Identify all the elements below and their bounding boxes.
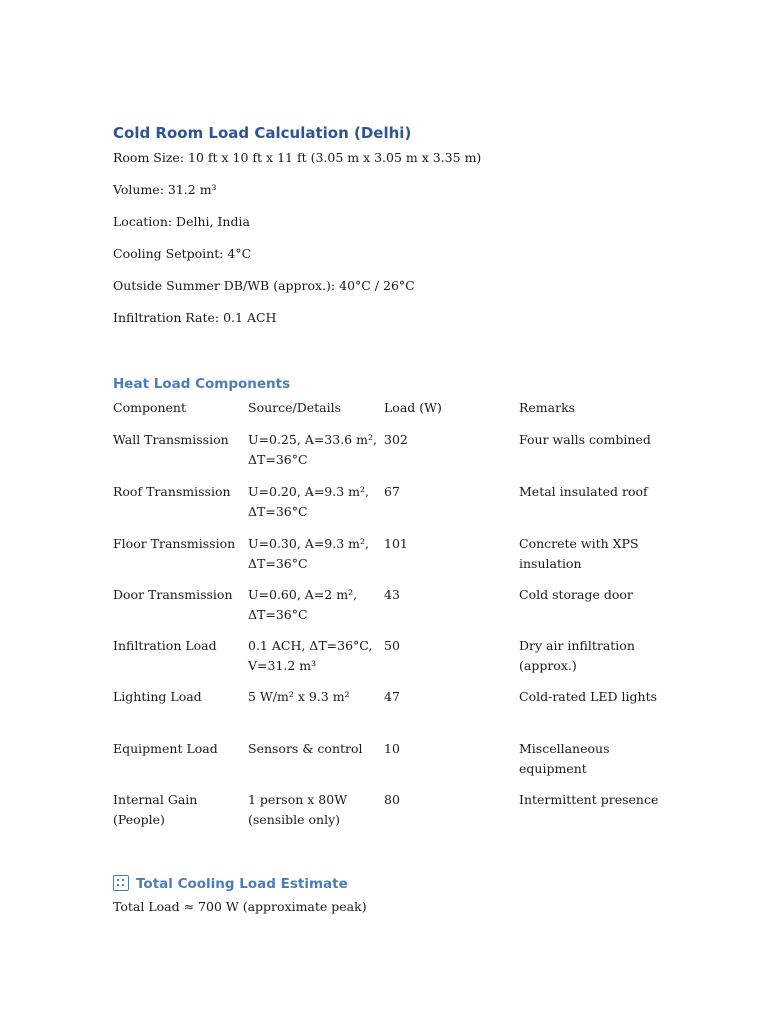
cell-remarks: Cold-rated LED lights <box>519 689 658 704</box>
page-title: Cold Room Load Calculation (Delhi) <box>113 124 412 142</box>
cell-details: 5 W/m² x 9.3 m² <box>248 689 350 704</box>
cell-details: U=0.20, A=9.3 m², ΔT=36°C <box>248 484 369 519</box>
cell-load: 80 <box>384 792 400 807</box>
detail-outside-conditions: Outside Summer DB/WB (approx.): 40°C / 26°C <box>113 278 415 293</box>
cell-remarks: Four walls combined <box>519 432 651 447</box>
cell-remarks: Intermittent presence <box>519 792 659 807</box>
cell-load: 43 <box>384 587 400 602</box>
cell-component: Equipment Load <box>113 741 218 756</box>
detail-setpoint: Cooling Setpoint: 4°C <box>113 246 252 261</box>
column-header: Load (W) <box>384 400 442 415</box>
detail-volume: Volume: 31.2 m³ <box>113 182 217 197</box>
cell-component: Internal Gain (People) <box>113 792 198 827</box>
section-heading-total <box>113 875 348 892</box>
cell-remarks: Dry air infiltration (approx.) <box>519 638 635 673</box>
table-row <box>113 585 673 625</box>
cell-details: 0.1 ACH, ΔT=36°C, V=31.2 m³ <box>248 638 373 673</box>
cell-component: Wall Transmission <box>113 432 229 447</box>
cell-component: Lighting Load <box>113 689 202 704</box>
cell-load: 67 <box>384 484 400 499</box>
table-row <box>113 430 673 470</box>
cell-load: 10 <box>384 741 400 756</box>
cell-details: Sensors & control <box>248 741 363 756</box>
detail-room-size: Room Size: 10 ft x 10 ft x 11 ft (3.05 m x 3.05 m x 3.35 m) <box>113 150 482 165</box>
cell-component: Infiltration Load <box>113 638 217 653</box>
column-header: Component <box>113 400 186 415</box>
calculator-icon <box>113 875 129 891</box>
cell-details: 1 person x 80W (sensible only) <box>248 792 348 827</box>
cell-details: U=0.25, A=33.6 m², ΔT=36°C <box>248 432 377 467</box>
table-row <box>113 534 673 574</box>
cell-component: Roof Transmission <box>113 484 231 499</box>
cell-load: 50 <box>384 638 400 653</box>
cell-remarks: Concrete with XPS insulation <box>519 536 639 571</box>
table-row <box>113 636 673 676</box>
total-heading-label: Total Cooling Load Estimate <box>136 876 348 892</box>
cell-load: 101 <box>384 536 408 551</box>
detail-location: Location: Delhi, India <box>113 214 250 229</box>
table-row <box>113 790 673 830</box>
cell-remarks: Cold storage door <box>519 587 633 602</box>
cell-component: Floor Transmission <box>113 536 236 551</box>
detail-infiltration-rate: Infiltration Rate: 0.1 ACH <box>113 310 277 325</box>
table-row <box>113 482 673 522</box>
table-row <box>113 739 673 779</box>
cell-details: U=0.30, A=9.3 m², ΔT=36°C <box>248 536 369 571</box>
cell-remarks: Metal insulated roof <box>519 484 648 499</box>
column-header: Source/Details <box>248 400 342 415</box>
total-load-text: Total Load ≈ 700 W (approximate peak) <box>113 899 367 914</box>
section-heading-components: Heat Load Components <box>113 376 291 392</box>
column-header: Remarks <box>519 400 576 415</box>
cell-component: Door Transmission <box>113 587 233 602</box>
table-row <box>113 687 673 727</box>
cell-load: 47 <box>384 689 400 704</box>
cell-details: U=0.60, A=2 m², ΔT=36°C <box>248 587 358 622</box>
cell-load: 302 <box>384 432 408 447</box>
cell-remarks: Miscellaneous equipment <box>519 741 610 776</box>
